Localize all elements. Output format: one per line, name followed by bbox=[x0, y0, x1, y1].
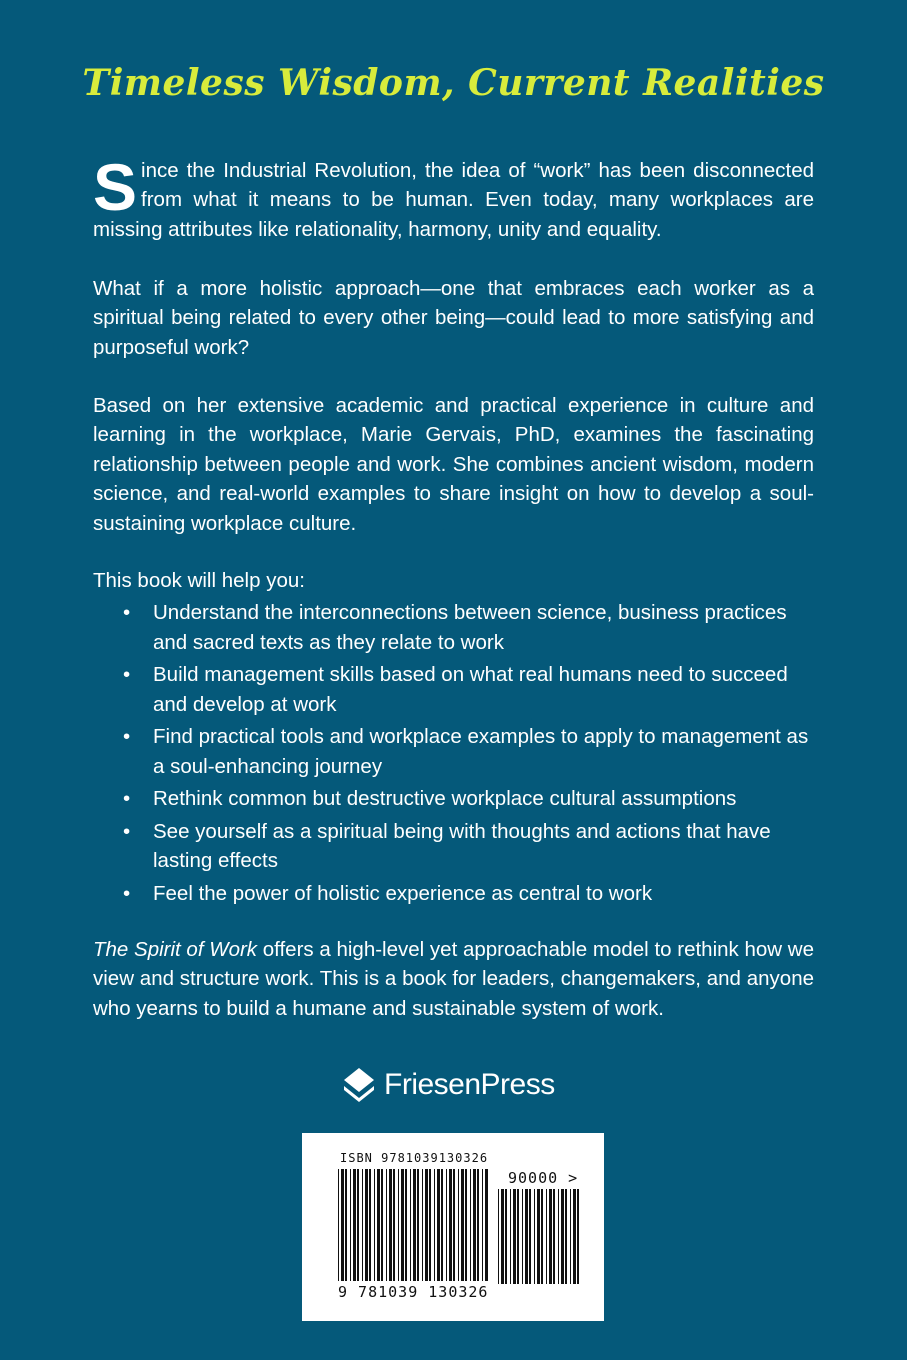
isbn-digits: 9 781039 130326 bbox=[338, 1283, 489, 1301]
closing-text: offers a high-level yet approachable model to rethink how we view and structure work. This is a book for leaders, changemakers, and anyone who yearns to build a humane and sustainable system of work. bbox=[93, 938, 814, 1020]
list-item: • See yourself as a spiritual being with thoughts and actions that have lasting effects bbox=[93, 817, 814, 876]
benefits-list bbox=[93, 598, 814, 911]
list-intro: This book will help you: bbox=[93, 569, 305, 592]
main-barcode-bars bbox=[338, 1169, 488, 1281]
list-item: • Understand the interconnections between science, business practices and sacred texts as they relate to work bbox=[93, 598, 814, 657]
tagline: Timeless Wisdom, Current Realities bbox=[82, 62, 825, 104]
publisher-logo bbox=[342, 1066, 555, 1104]
paragraph-intro bbox=[93, 150, 814, 244]
paragraph-intro-text: ince the Industrial Revolution, the idea of “work” has been disconnected from what it means to be human. Even today, many workplaces are missing attributes like relationality, harmony, unity and equality. bbox=[93, 159, 814, 241]
isbn-label: ISBN 9781039130326 bbox=[340, 1151, 489, 1165]
bullet-icon: • bbox=[123, 881, 131, 905]
bullet-icon: • bbox=[123, 819, 131, 843]
publisher-name: FriesenPress bbox=[384, 1068, 555, 1101]
drop-cap: S bbox=[93, 150, 138, 224]
list-item: • Rethink common but destructive workplace cultural assumptions bbox=[93, 784, 814, 814]
bullet-icon: • bbox=[123, 663, 131, 686]
isbn-barcode bbox=[302, 1133, 604, 1321]
paragraph-author: Based on her extensive academic and practical experience in culture and learning in the workplace, Marie Gervais, PhD, examines the fascinating relationship between people and work. She combines ancient wisdom, modern science, and real-world examples to share insight on how to develop a soul-sustaining workplace culture. bbox=[93, 394, 814, 535]
paragraph-question: What if a more holistic approach—one that embraces each worker as a spiritual being related to every other being—could lead to more satisfying and purposeful work? bbox=[93, 277, 814, 359]
bullet-icon: • bbox=[123, 601, 131, 624]
paragraph-closing bbox=[93, 935, 814, 1023]
bullet-icon: • bbox=[123, 787, 131, 810]
list-item: • Feel the power of holistic experience as central to work bbox=[93, 879, 814, 909]
price-code: 90000 > bbox=[508, 1169, 579, 1187]
addon-barcode-bars bbox=[498, 1189, 580, 1284]
bullet-icon: • bbox=[123, 725, 131, 748]
list-item: • Build management skills based on what real humans need to succeed and develop at work bbox=[93, 660, 814, 719]
list-item: • Find practical tools and workplace examples to apply to management as a soul-enhancing journey bbox=[93, 722, 814, 781]
friesenpress-logo-icon bbox=[342, 1066, 376, 1104]
book-title: The Spirit of Work bbox=[93, 938, 258, 961]
